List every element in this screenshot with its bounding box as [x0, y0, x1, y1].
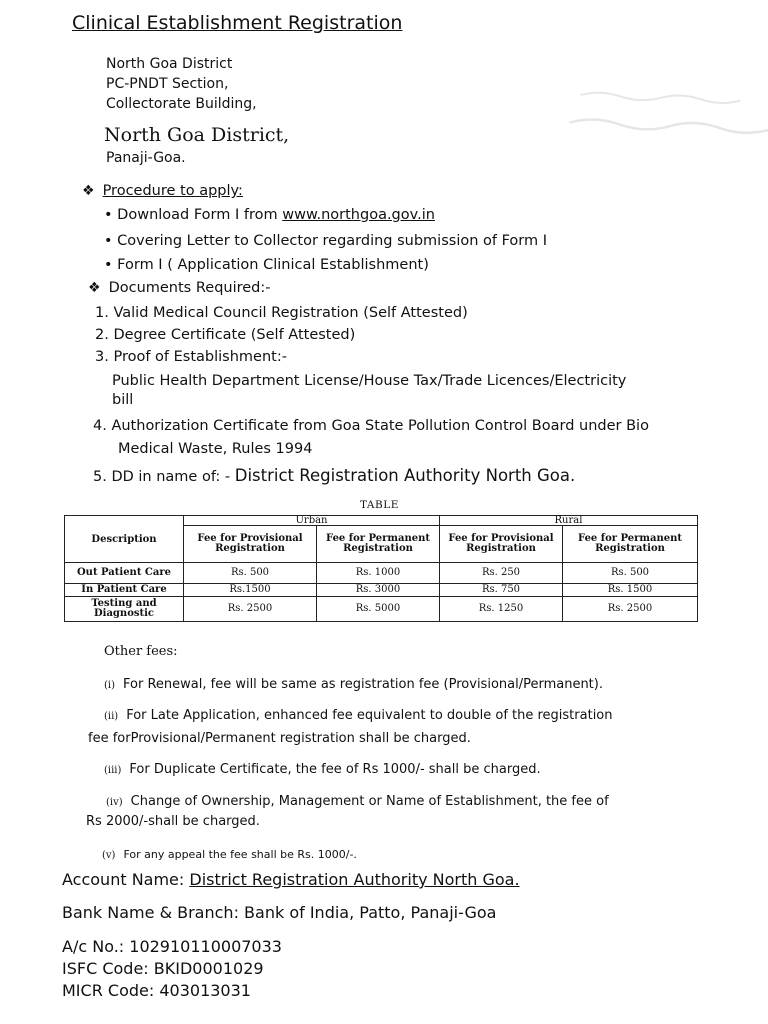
table-caption: TABLE — [360, 499, 399, 511]
urban-group-header: Urban — [184, 516, 440, 526]
fee-cell: Rs. 3000 — [317, 584, 440, 597]
bank-branch-value: Bank of India, Patto, Panaji-Goa — [244, 903, 497, 922]
rural-permanent-header: Fee for Permanent Registration — [563, 526, 698, 563]
other-fee-text: For Late Application, enhanced fee equivalent to double of the registration — [126, 708, 613, 723]
micr-code-label: MICR Code: — [62, 981, 160, 1000]
table-row — [65, 563, 698, 584]
fee-cell: Rs. 500 — [563, 563, 698, 584]
account-name-line — [62, 870, 520, 889]
row-label: Out Patient Care — [65, 563, 184, 584]
other-fee-item — [102, 848, 357, 861]
table-row — [65, 584, 698, 597]
procedure-item — [104, 233, 547, 249]
address-line-5: Panaji-Goa. — [106, 150, 186, 166]
procedure-item-text: Download Form I from — [117, 207, 283, 223]
address-line-2: PC-PNDT Section, — [106, 76, 229, 92]
other-fee-number: (ii) — [104, 711, 119, 722]
account-number-line — [62, 937, 282, 956]
other-fee-item — [104, 762, 541, 777]
document-item-text: DD in name of: - — [111, 469, 235, 485]
document-item — [93, 466, 575, 485]
fee-cell: Rs. 250 — [440, 563, 563, 584]
fee-cell: Rs. 1500 — [563, 584, 698, 597]
fee-cell: Rs. 1000 — [317, 563, 440, 584]
other-fee-continuation: Rs 2000/-shall be charged. — [86, 814, 260, 829]
bullet-icon: • — [104, 257, 113, 273]
document-item-number: 4. — [93, 418, 107, 434]
diamond-bullet-icon: ❖ — [88, 280, 101, 296]
other-fee-number: (iii) — [104, 765, 122, 776]
fee-cell: Rs. 2500 — [563, 597, 698, 622]
rural-group-header: Rural — [440, 516, 698, 526]
micr-code-value: 403013031 — [159, 981, 251, 1000]
procedure-heading-text: Procedure to apply: — [102, 183, 243, 199]
other-fees-heading: Other fees: — [104, 644, 178, 659]
fee-cell: Rs. 2500 — [184, 597, 317, 622]
show-through-artifact-icon — [559, 74, 768, 151]
table-row — [65, 597, 698, 622]
document-item-number: 2. — [95, 327, 109, 343]
address-line-3: Collectorate Building, — [106, 96, 257, 112]
bullet-icon: • — [104, 233, 113, 249]
row-label: In Patient Care — [65, 584, 184, 597]
urban-provisional-header: Fee for Provisional Registration — [184, 526, 317, 563]
bullet-icon: • — [104, 207, 113, 223]
row-label: Testing and Diagnostic — [65, 597, 184, 622]
account-number-label: A/c No.: — [62, 937, 130, 956]
account-name-label: Account Name: — [62, 870, 190, 889]
isfc-code-line — [62, 959, 264, 978]
urban-permanent-header: Fee for Permanent Registration — [317, 526, 440, 563]
dd-authority-name: District Registration Authority North Goa. — [234, 466, 576, 485]
fee-cell: Rs. 500 — [184, 563, 317, 584]
procedure-item — [104, 257, 429, 273]
documents-heading-text: Documents Required:- — [108, 280, 271, 296]
show-through-artifact — [559, 74, 768, 151]
other-fee-number: (i) — [104, 680, 116, 691]
document-item-subtext: Public Health Department License/House Tax/Trade Licences/Electricity — [112, 373, 627, 389]
table-group-header-row — [65, 516, 698, 526]
document-item-subtext: bill — [112, 392, 134, 408]
account-number-value: 102910110007033 — [129, 937, 282, 956]
micr-code-line — [62, 981, 251, 1000]
other-fee-continuation: fee forProvisional/Permanent registration shall be charged. — [88, 731, 471, 746]
northgoa-website-link[interactable]: www.northgoa.gov.in — [282, 207, 435, 223]
other-fee-text: For any appeal the fee shall be Rs. 1000/-. — [123, 848, 357, 861]
rural-provisional-header: Fee for Provisional Registration — [440, 526, 563, 563]
document-item — [95, 349, 287, 365]
fee-cell: Rs. 750 — [440, 584, 563, 597]
document-item-text: Valid Medical Council Registration (Self Attested) — [113, 305, 468, 321]
other-fee-number: (v) — [102, 850, 116, 861]
other-fee-item — [104, 677, 603, 692]
documents-heading — [88, 280, 271, 296]
bank-branch-line — [62, 903, 496, 922]
other-fee-item — [106, 794, 609, 809]
document-item — [95, 305, 468, 321]
account-name-value: District Registration Authority North Goa. — [189, 870, 520, 889]
fee-table — [64, 515, 698, 622]
diamond-bullet-icon: ❖ — [82, 183, 95, 199]
other-fee-text: For Duplicate Certificate, the fee of Rs 1000/- shall be charged. — [129, 762, 541, 777]
fee-cell: Rs. 1250 — [440, 597, 563, 622]
address-line-4: North Goa District, — [104, 124, 290, 146]
other-fee-number: (iv) — [106, 797, 123, 808]
document-item-number: 1. — [95, 305, 109, 321]
document-item-text: Authorization Certificate from Goa State Pollution Control Board under Bio — [111, 418, 649, 434]
other-fee-text: Change of Ownership, Management or Name of Establishment, the fee of — [130, 794, 609, 809]
document-item-number: 3. — [95, 349, 109, 365]
procedure-heading — [82, 183, 243, 199]
document-item-subtext: Medical Waste, Rules 1994 — [118, 441, 313, 457]
isfc-code-value: BKID0001029 — [153, 959, 264, 978]
other-fee-item — [104, 708, 613, 723]
bank-branch-label: Bank Name & Branch: — [62, 903, 245, 922]
fee-cell: Rs. 5000 — [317, 597, 440, 622]
procedure-item-text: Form I ( Application Clinical Establishment) — [117, 257, 429, 273]
procedure-item-text: Covering Letter to Collector regarding submission of Form I — [117, 233, 548, 249]
address-line-1: North Goa District — [106, 56, 233, 72]
isfc-code-label: ISFC Code: — [62, 959, 154, 978]
description-header: Description — [65, 516, 184, 563]
document-item-text: Proof of Establishment:- — [113, 349, 287, 365]
document-item-text: Degree Certificate (Self Attested) — [113, 327, 356, 343]
procedure-item — [104, 207, 435, 223]
document-item-number: 5. — [93, 469, 107, 485]
document-item — [93, 418, 649, 434]
other-fee-text: For Renewal, fee will be same as registration fee (Provisional/Permanent). — [123, 677, 603, 692]
document-item — [95, 327, 355, 343]
page-title: Clinical Establishment Registration — [72, 12, 403, 34]
fee-cell: Rs.1500 — [184, 584, 317, 597]
